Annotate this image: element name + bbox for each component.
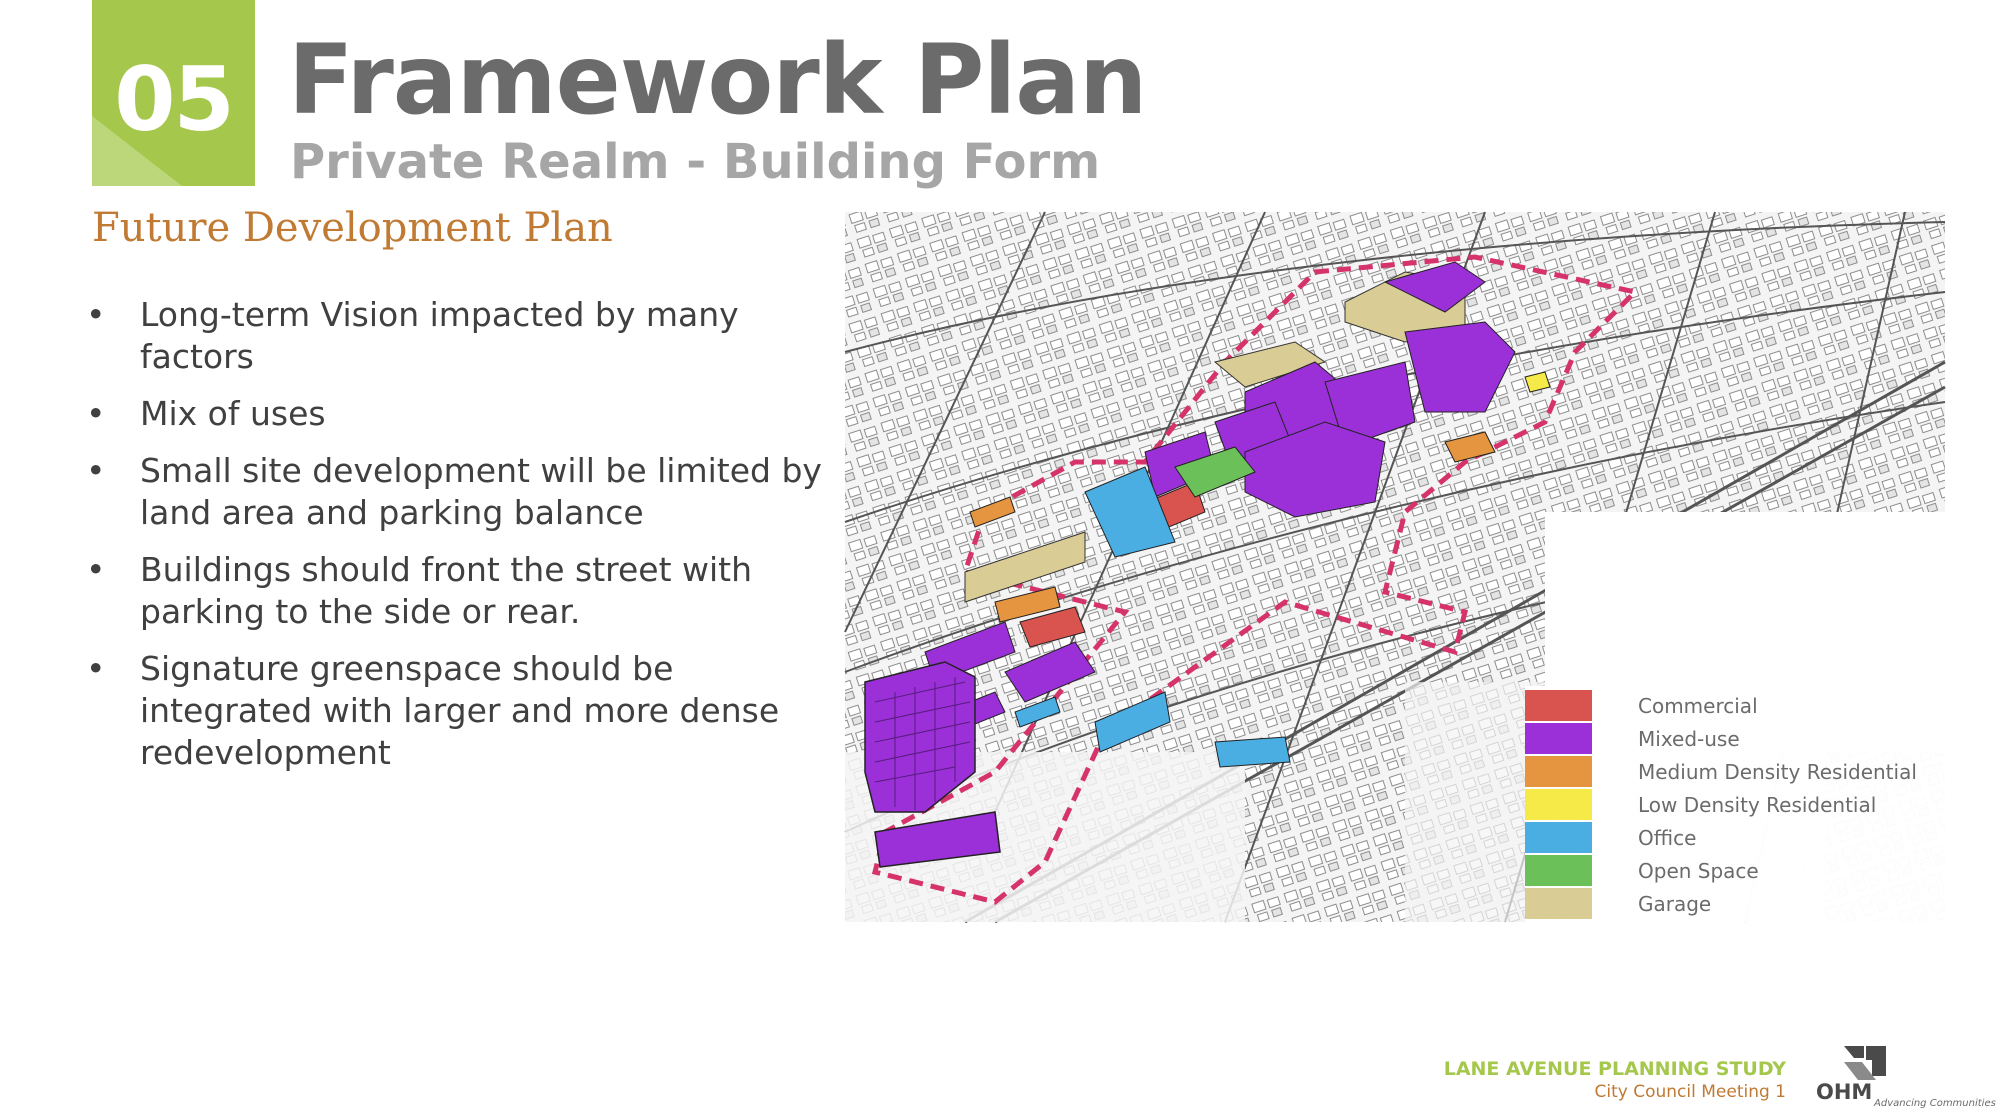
legend-item-open-space [1525, 855, 1945, 888]
legend-swatch-commercial [1525, 690, 1592, 721]
legend-label: Office [1638, 826, 1697, 850]
legend-swatch-low-density [1525, 789, 1592, 820]
legend-label: Garage [1638, 892, 1712, 916]
section-number-badge [92, 0, 255, 186]
page-title: Framework Plan [288, 24, 1147, 136]
legend-label: Commercial [1638, 694, 1758, 718]
ohm-tagline: Advancing Communities [1874, 1098, 1996, 1109]
bullet-list [84, 294, 824, 789]
legend-item-mixed-use [1525, 723, 1945, 756]
legend-item-low-density [1525, 789, 1945, 822]
legend-item-commercial [1525, 690, 1945, 723]
legend-swatch-office [1525, 822, 1592, 853]
legend-swatch-garage [1525, 888, 1592, 919]
meeting-label: City Council Meeting 1 [1594, 1082, 1786, 1102]
study-title: LANE AVENUE PLANNING STUDY [1443, 1058, 1786, 1080]
legend-swatch-mixed-use [1525, 723, 1592, 754]
legend-item-garage [1525, 888, 1945, 921]
bullet-item: • Mix of uses [84, 393, 824, 435]
legend-label: Mixed-use [1638, 727, 1740, 751]
bullet-item: • Signature greenspace should be integrated with larger and more dense redevelopment [84, 648, 824, 774]
section-heading: Future Development Plan [92, 205, 613, 251]
legend-label: Low Density Residential [1638, 793, 1877, 817]
legend-label: Open Space [1638, 859, 1759, 883]
bullet-item: • Buildings should front the street with parking to the side or rear. [84, 549, 824, 633]
legend-label: Medium Density Residential [1638, 760, 1917, 784]
legend-swatch-medium-density [1525, 756, 1592, 787]
bullet-item: • Small site development will be limited by land area and parking balance [84, 450, 824, 534]
section-number: 05 [114, 48, 233, 151]
ohm-logo-text: OHM [1816, 1080, 1873, 1104]
legend-item-office [1525, 822, 1945, 855]
page-subtitle: Private Realm - Building Form [290, 134, 1101, 190]
map-legend [1525, 686, 1945, 922]
bullet-item: • Long-term Vision impacted by many factors [84, 294, 824, 378]
legend-swatch-open-space [1525, 855, 1592, 886]
legend-item-medium-density [1525, 756, 1945, 789]
